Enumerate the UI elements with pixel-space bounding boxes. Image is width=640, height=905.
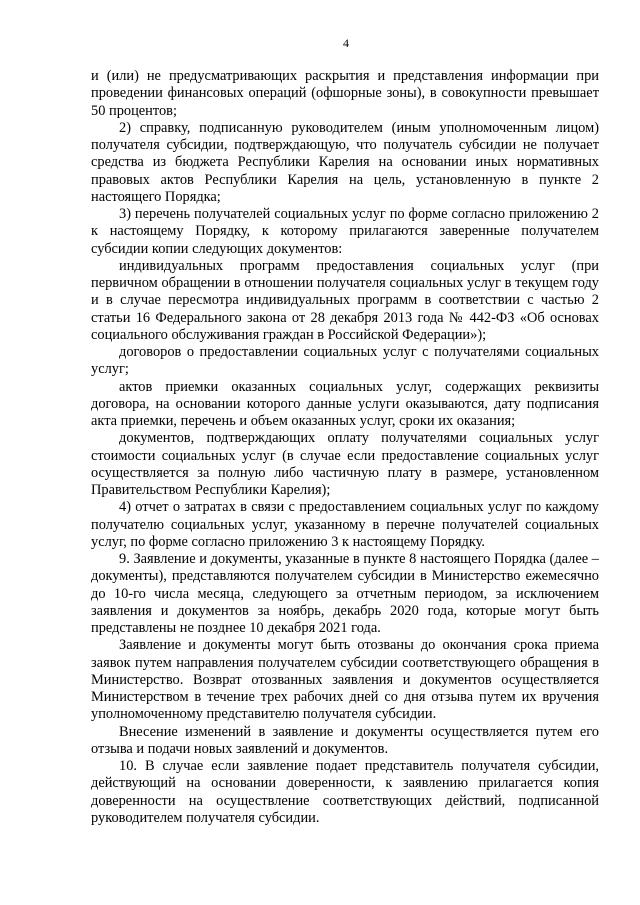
paragraph-service-contracts: договоров о предоставлении социальных услуг с получателями социальных услуг; — [91, 344, 599, 378]
paragraph-withdrawal: Заявление и документы могут быть отозваны до окончания срока приема заявок путем направления получателем субсидии соответствующего обращения в Министерство. Возврат отозванных заявления и документов осуществляется Министерством в течение трех рабочих дней со дня отзыва путем их вручения уполномоченному представителю получателя субсидии. — [91, 637, 599, 723]
document-body — [91, 68, 599, 827]
page-number: 4 — [343, 36, 349, 50]
paragraph-item-2-certificate: 2) справку, подписанную руководителем (иным уполномоченным лицом) получателя субсидии, подтверждающую, что получатель субсидии не получает средства из бюджета Республики Карелия на основании иных нормативных правовых актов Республики Карелия на цель, установленную в пункте 2 настоящего Порядка; — [91, 119, 599, 205]
paragraph-section-10-representative: 10. В случае если заявление подает представитель получателя субсидии, действующий на основании доверенности, к заявлению прилагается копия доверенности на осуществление соответствующих действий, подписанной руководителем получателя субсидии. — [91, 758, 599, 826]
paragraph-item-4-cost-report: 4) отчет о затратах в связи с предоставлением социальных услуг по каждому получателю социальных услуг, указанному в перечне получателей социальных услуг, по форме согласно приложению 3 к настоящему Порядку. — [91, 499, 599, 550]
paragraph-section-9-submission: 9. Заявление и документы, указанные в пункте 8 настоящего Порядка (далее – документы), представляются получателем субсидии в Министерство ежемесячно до 10-го числа месяца, следующего за отчетным периодом, за исключением заявления и документов за ноябрь, декабрь 2020 года, которые могут быть представлены не позднее 10 декабря 2021 года. — [91, 551, 599, 636]
paragraph-amendments: Внесение изменений в заявление и документы осуществляется путем его отзыва и подачи новых заявлений и документов. — [91, 723, 599, 757]
paragraph-acceptance-acts: актов приемки оказанных социальных услуг, содержащих реквизиты договора, на основании которого данные услуги оказываются, дату подписания акта приемки, перечень и объем оказанных услуг, сроки их оказания; — [91, 378, 599, 429]
paragraph-item-3-recipient-list: 3) перечень получателей социальных услуг по форме согласно приложению 2 к настоящему Порядку, к которому прилагаются заверенные получателем субсидии копии следующих документов: — [91, 206, 599, 257]
paragraph-offshore-continuation: и (или) не предусматривающих раскрытия и представления информации при проведении финансовых операций (офшорные зоны), в совокупности превышает 50 процентов; — [91, 68, 599, 119]
paragraph-payment-documents: документов, подтверждающих оплату получателями социальных услуг стоимости социальных услуг (в случае если предоставление социальных услуг осуществляется за полную либо частичную плату в размере, установленном Правительством Республики Карелия); — [91, 430, 599, 498]
paragraph-individual-programs: индивидуальных программ предоставления социальных услуг (при первичном обращении в отношении получателя социальных услуг в текущем году и в случае пересмотра индивидуальных программ в соответствии с частью 2 статьи 16 Федерального закона от 28 декабря 2013 года № 442-ФЗ «Об основах социального обслуживания граждан в Российской Федерации»); — [91, 257, 599, 343]
